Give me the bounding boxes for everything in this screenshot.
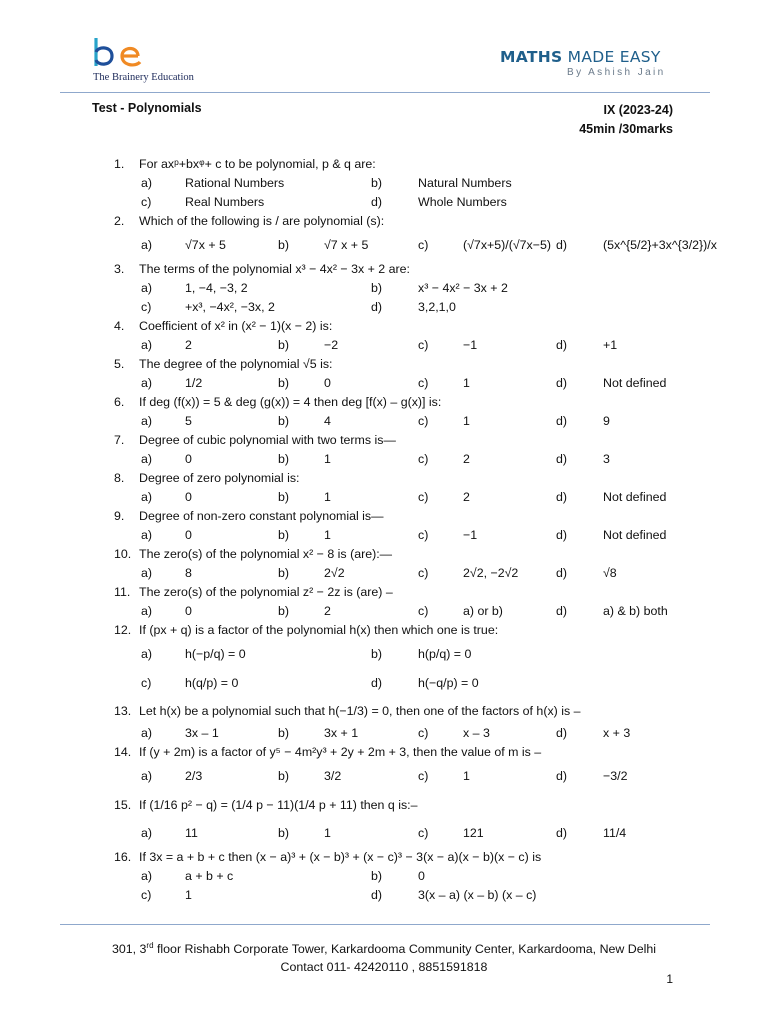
- option-label: c): [418, 490, 429, 504]
- question-text: If deg (f(x)) = 5 & deg (g(x)) = 4 then deg [f(x) – g(x)] is:: [139, 395, 442, 409]
- option-value: a) & b) both: [603, 604, 668, 618]
- question-text: Let h(x) be a polynomial such that h(−1/3) = 0, then one of the factors of h(x) is –: [139, 704, 581, 718]
- footer-divider: [60, 924, 710, 925]
- option-label: c): [141, 300, 152, 314]
- option-label: b): [278, 826, 290, 840]
- maths-made-easy-brand: [500, 48, 680, 78]
- option-value: 1: [324, 528, 331, 542]
- option-label: c): [141, 888, 152, 902]
- question-number: 6.: [114, 395, 125, 409]
- option-value: −2: [324, 338, 339, 352]
- question-text: The zero(s) of the polynomial z² − 2z is (are) –: [139, 585, 393, 599]
- question-text: Degree of non-zero constant polynomial is—: [139, 509, 384, 523]
- option-label: d): [556, 566, 568, 580]
- question-number: 2.: [114, 214, 125, 228]
- question-item: [0, 545, 768, 583]
- option-value: 3/2: [324, 769, 342, 783]
- option-value: Natural Numbers: [418, 176, 512, 190]
- option-value: x + 3: [603, 726, 631, 740]
- option-value: 3: [603, 452, 610, 466]
- option-label: c): [418, 826, 429, 840]
- option-label: b): [371, 647, 383, 661]
- option-label: a): [141, 238, 153, 252]
- option-value: 2: [463, 490, 470, 504]
- option-label: c): [141, 676, 152, 690]
- question-item: [0, 469, 768, 507]
- question-text: If (y + 2m) is a factor of y⁵ − 4m²y³ + 2y + 2m + 3, then the value of m is –: [139, 745, 542, 759]
- option-value: 1: [463, 376, 470, 390]
- option-value: Real Numbers: [185, 195, 265, 209]
- option-label: b): [278, 726, 290, 740]
- option-label: b): [278, 376, 290, 390]
- page-header: [0, 0, 768, 100]
- option-label: c): [418, 376, 429, 390]
- option-value: 2√2: [324, 566, 345, 580]
- be-logo-icon: [88, 36, 158, 70]
- option-label: a): [141, 769, 153, 783]
- option-value: 2: [324, 604, 331, 618]
- option-label: d): [556, 238, 568, 252]
- option-label: d): [556, 338, 568, 352]
- option-value: 3(x – a) (x – b) (x – c): [418, 888, 537, 902]
- option-label: d): [556, 452, 568, 466]
- option-value: 2: [463, 452, 470, 466]
- option-label: c): [418, 238, 429, 252]
- question-number: 5.: [114, 357, 125, 371]
- option-label: b): [278, 338, 290, 352]
- option-label: d): [371, 888, 383, 902]
- option-label: a): [141, 528, 153, 542]
- question-item: [0, 698, 768, 743]
- option-value: 0: [324, 376, 331, 390]
- option-value: h(−q/p) = 0: [418, 676, 479, 690]
- option-value: 0: [185, 604, 192, 618]
- question-item: [0, 155, 768, 212]
- question-item: [0, 355, 768, 393]
- option-value: √8: [603, 566, 617, 580]
- option-label: b): [278, 528, 290, 542]
- question-text: For axᵖ+bxᵠ+ c to be polynomial, p & q are:: [139, 157, 376, 171]
- question-number: 16.: [114, 850, 132, 864]
- option-label: c): [141, 195, 152, 209]
- option-value: 11: [185, 826, 198, 840]
- option-value: 1/2: [185, 376, 203, 390]
- brand-title: [500, 48, 680, 66]
- option-label: a): [141, 647, 153, 661]
- question-text: Coefficient of x² in (x² − 1)(x − 2) is:: [139, 319, 333, 333]
- option-label: c): [418, 338, 429, 352]
- question-item: [0, 583, 768, 621]
- option-label: d): [556, 376, 568, 390]
- option-label: a): [141, 452, 153, 466]
- question-number: 4.: [114, 319, 125, 333]
- option-label: a): [141, 604, 153, 618]
- option-value: √7 x + 5: [324, 238, 369, 252]
- option-value: x³ − 4x² − 3x + 2: [418, 281, 508, 295]
- option-label: c): [418, 528, 429, 542]
- option-label: d): [556, 726, 568, 740]
- option-value: 4: [324, 414, 331, 428]
- option-label: c): [418, 566, 429, 580]
- option-label: a): [141, 176, 153, 190]
- option-value: 0: [185, 452, 192, 466]
- question-item: [0, 431, 768, 469]
- option-value: 3x + 1: [324, 726, 359, 740]
- question-item: [0, 791, 768, 848]
- question-item: [0, 260, 768, 317]
- option-label: c): [418, 414, 429, 428]
- question-item: [0, 317, 768, 355]
- option-value: 11/4: [603, 826, 627, 840]
- question-text: Which of the following is / are polynomial (s):: [139, 214, 385, 228]
- question-number: 11.: [114, 585, 131, 599]
- question-number: 1.: [114, 157, 125, 171]
- test-meta: [579, 101, 673, 139]
- option-value: 3,2,1,0: [418, 300, 456, 314]
- option-label: a): [141, 414, 153, 428]
- option-value: h(−p/q) = 0: [185, 647, 246, 661]
- question-item: [0, 848, 768, 905]
- option-value: Not defined: [603, 376, 667, 390]
- option-value: 0: [418, 869, 425, 883]
- option-label: b): [371, 869, 383, 883]
- option-label: a): [141, 490, 153, 504]
- question-number: 7.: [114, 433, 125, 447]
- question-text: Degree of zero polynomial is:: [139, 471, 300, 485]
- option-label: a): [141, 726, 153, 740]
- question-text: Degree of cubic polynomial with two terms is—: [139, 433, 396, 447]
- option-label: a): [141, 338, 153, 352]
- option-label: c): [418, 452, 429, 466]
- option-value: +x³, −4x², −3x, 2: [185, 300, 275, 314]
- option-value: a + b + c: [185, 869, 234, 883]
- option-value: Whole Numbers: [418, 195, 507, 209]
- question-number: 12.: [114, 623, 132, 637]
- option-value: 121: [463, 826, 484, 840]
- option-value: 1: [463, 414, 470, 428]
- option-label: a): [141, 376, 153, 390]
- option-label: a): [141, 281, 153, 295]
- option-label: d): [556, 490, 568, 504]
- option-value: 0: [185, 528, 192, 542]
- question-text: If 3x = a + b + c then (x − a)³ + (x − b)³ + (x − c)³ − 3(x − a)(x − b)(x − c) is: [139, 850, 542, 864]
- question-item: [0, 212, 768, 260]
- option-label: c): [418, 769, 429, 783]
- option-value: h(p/q) = 0: [418, 647, 472, 661]
- brainery-logo: [88, 36, 208, 83]
- option-label: a): [141, 566, 153, 580]
- page-number: 1: [666, 972, 673, 986]
- option-value: 2: [185, 338, 192, 352]
- option-value: 5: [185, 414, 192, 428]
- option-value: Rational Numbers: [185, 176, 285, 190]
- option-label: c): [418, 604, 429, 618]
- question-number: 9.: [114, 509, 125, 523]
- option-label: b): [278, 604, 290, 618]
- option-value: −3/2: [603, 769, 628, 783]
- test-title: Test - Polynomials: [92, 101, 202, 115]
- brand-title-rest: MADE EASY: [562, 48, 661, 66]
- option-value: √7x + 5: [185, 238, 226, 252]
- question-item: [0, 393, 768, 431]
- option-label: d): [556, 528, 568, 542]
- option-label: b): [278, 769, 290, 783]
- option-label: d): [556, 826, 568, 840]
- option-value: 2√2, −2√2: [463, 566, 519, 580]
- question-number: 10.: [114, 547, 132, 561]
- option-label: b): [371, 281, 383, 295]
- option-label: a): [141, 869, 153, 883]
- question-item: [0, 507, 768, 545]
- option-label: d): [556, 604, 568, 618]
- option-value: 0: [185, 490, 192, 504]
- question-text: The terms of the polynomial x³ − 4x² − 3x + 2 are:: [139, 262, 410, 276]
- option-label: d): [556, 414, 568, 428]
- question-number: 14.: [114, 745, 132, 759]
- option-value: x – 3: [463, 726, 490, 740]
- question-item: [0, 621, 768, 698]
- option-label: d): [371, 676, 383, 690]
- option-value: (5x^{5/2}+3x^{3/2})/x: [603, 238, 717, 252]
- option-label: b): [278, 238, 290, 252]
- question-item: [0, 743, 768, 791]
- option-value: 1: [185, 888, 192, 902]
- question-number: 13.: [114, 704, 132, 718]
- brand-subtitle: By Ashish Jain: [567, 67, 666, 78]
- option-value: 1, −4, −3, 2: [185, 281, 248, 295]
- option-value: 1: [324, 452, 331, 466]
- header-divider: [60, 92, 710, 93]
- question-text: The zero(s) of the polynomial x² − 8 is (are):—: [139, 547, 393, 561]
- option-value: 2/3: [185, 769, 203, 783]
- option-label: b): [278, 452, 290, 466]
- question-list: [0, 155, 768, 905]
- question-text: If (1/16 p² − q) = (1/4 p − 11)(1/4 p + 11) then q is:–: [139, 798, 418, 812]
- time-marks: 45min /30marks: [579, 122, 673, 136]
- option-value: 3x – 1: [185, 726, 219, 740]
- option-value: h(q/p) = 0: [185, 676, 239, 690]
- question-text: If (px + q) is a factor of the polynomial h(x) then which one is true:: [139, 623, 499, 637]
- question-number: 15.: [114, 798, 132, 812]
- footer-address: 301, 3rd floor Rishabh Corporate Tower, Karkardooma Community Center, Karkardooma, New Delhi: [111, 941, 657, 957]
- option-value: Not defined: [603, 528, 667, 542]
- brand-title-strong: MATHS: [500, 48, 563, 66]
- option-value: 1: [324, 826, 331, 840]
- option-value: (√7x+5)/(√7x−5): [463, 238, 551, 252]
- option-value: 9: [603, 414, 610, 428]
- option-value: Not defined: [603, 490, 667, 504]
- option-label: b): [278, 566, 290, 580]
- option-value: +1: [603, 338, 618, 352]
- option-value: a) or b): [463, 604, 503, 618]
- option-value: 8: [185, 566, 192, 580]
- class-year: IX (2023-24): [603, 103, 673, 117]
- option-label: a): [141, 826, 153, 840]
- option-label: d): [371, 195, 383, 209]
- option-label: d): [556, 769, 568, 783]
- option-value: 1: [463, 769, 470, 783]
- option-label: c): [418, 726, 429, 740]
- question-text: The degree of the polynomial √5 is:: [139, 357, 333, 371]
- option-label: b): [371, 176, 383, 190]
- option-label: d): [371, 300, 383, 314]
- option-value: −1: [463, 338, 478, 352]
- footer-contact: Contact 011- 42420110 , 8851591818: [280, 960, 488, 975]
- question-number: 3.: [114, 262, 125, 276]
- option-label: b): [278, 490, 290, 504]
- option-value: −1: [463, 528, 478, 542]
- option-value: 1: [324, 490, 331, 504]
- logo-text: The Brainery Education: [93, 72, 194, 83]
- option-label: b): [278, 414, 290, 428]
- question-number: 8.: [114, 471, 125, 485]
- page-footer: [0, 937, 768, 976]
